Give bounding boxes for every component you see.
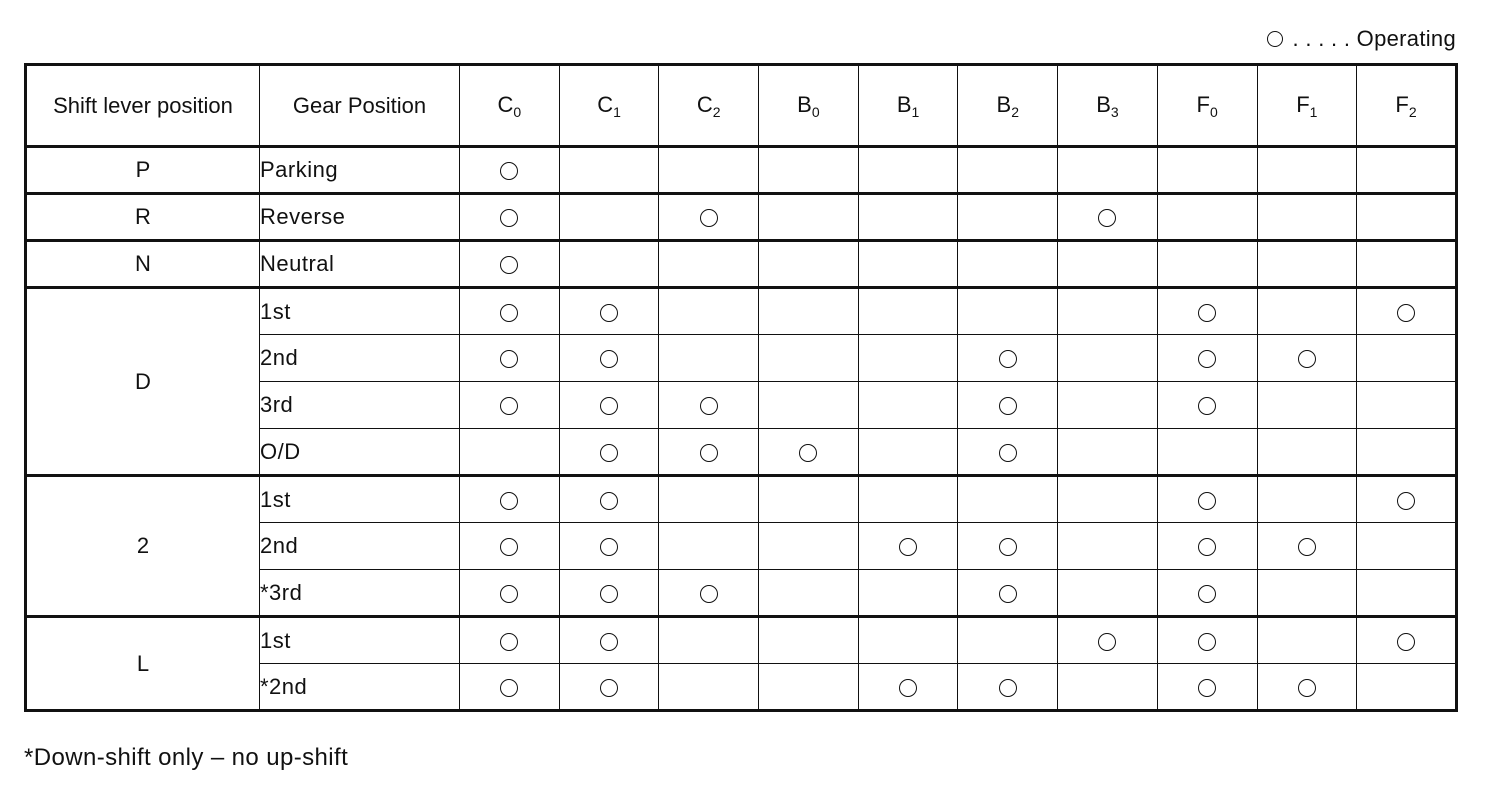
operation-cell — [1157, 147, 1257, 194]
operating-circle-icon — [999, 585, 1017, 603]
operation-cell — [659, 241, 759, 288]
operation-cell — [858, 382, 958, 429]
operating-circle-icon — [500, 397, 518, 415]
operation-cell — [958, 570, 1058, 617]
operation-cell — [1357, 194, 1457, 241]
gear-position-cell: Neutral — [260, 241, 460, 288]
operation-cell — [1357, 429, 1457, 476]
operation-cell — [958, 382, 1058, 429]
operating-circle-icon — [500, 633, 518, 651]
gear-position-cell: *2nd — [260, 664, 460, 711]
operation-cell — [858, 147, 958, 194]
operating-circle-icon — [1397, 633, 1415, 651]
operation-cell — [1357, 570, 1457, 617]
operation-cell — [1357, 523, 1457, 570]
clutch-brake-operation-table — [24, 63, 1458, 712]
operating-circle-icon — [700, 585, 718, 603]
operation-cell — [858, 664, 958, 711]
operation-cell — [1058, 570, 1158, 617]
operating-circle-icon — [700, 397, 718, 415]
operation-cell — [559, 617, 659, 664]
table-row — [26, 617, 1457, 664]
operation-cell — [759, 147, 859, 194]
operation-cell — [1058, 335, 1158, 382]
operation-cell — [1157, 664, 1257, 711]
header-element-subscript: 2 — [1011, 103, 1020, 120]
header-element-subscript: 2 — [1408, 103, 1417, 120]
operating-circle-icon — [1298, 538, 1316, 556]
operation-cell — [460, 429, 560, 476]
operation-cell — [559, 382, 659, 429]
operating-circle-icon — [500, 256, 518, 274]
operation-cell — [559, 523, 659, 570]
header-element-b3 — [1058, 65, 1158, 147]
operation-cell — [559, 194, 659, 241]
operation-cell — [958, 335, 1058, 382]
operating-circle-icon — [1397, 304, 1415, 322]
operating-circle-icon — [1198, 397, 1216, 415]
operation-cell — [958, 147, 1058, 194]
table-row — [26, 147, 1457, 194]
header-element-base: B — [1096, 91, 1111, 117]
operation-cell — [1257, 335, 1357, 382]
operation-cell — [1058, 429, 1158, 476]
header-element-subscript: 1 — [1309, 103, 1318, 120]
operation-cell — [659, 288, 759, 335]
operating-circle-icon — [1298, 679, 1316, 697]
operation-cell — [1157, 382, 1257, 429]
operation-cell — [1357, 335, 1457, 382]
operation-cell — [460, 476, 560, 523]
table-row — [26, 288, 1457, 335]
operation-cell — [1058, 147, 1158, 194]
operating-circle-icon — [600, 304, 618, 322]
legend-text: . . . . . Operating — [1292, 26, 1456, 51]
operating-circle-icon — [1198, 304, 1216, 322]
operation-cell — [958, 523, 1058, 570]
header-element-subscript: 1 — [911, 103, 920, 120]
operation-cell — [460, 570, 560, 617]
operation-cell — [1157, 617, 1257, 664]
table-row — [26, 476, 1457, 523]
operating-circle-icon — [500, 304, 518, 322]
operation-cell — [1257, 288, 1357, 335]
operating-circle-icon — [1098, 209, 1116, 227]
gear-position-cell: Reverse — [260, 194, 460, 241]
operation-cell — [1058, 523, 1158, 570]
operation-cell — [1058, 476, 1158, 523]
operation-cell — [659, 147, 759, 194]
legend — [1267, 26, 1456, 52]
shift-lever-cell: P — [26, 147, 260, 194]
operation-cell — [460, 147, 560, 194]
operation-cell — [559, 429, 659, 476]
operation-cell — [559, 288, 659, 335]
operation-cell — [460, 382, 560, 429]
operation-cell — [659, 523, 759, 570]
operation-cell — [858, 570, 958, 617]
header-element-c0 — [460, 65, 560, 147]
operation-cell — [858, 476, 958, 523]
operating-circle-icon — [1198, 679, 1216, 697]
header-row — [26, 65, 1457, 147]
operating-circle-icon — [600, 397, 618, 415]
header-element-base: B — [996, 91, 1012, 117]
operation-cell — [759, 194, 859, 241]
header-element-base: B — [797, 91, 812, 117]
operating-circle-icon — [600, 444, 618, 462]
operating-circle-icon — [600, 679, 618, 697]
operation-cell — [1058, 382, 1158, 429]
operation-cell — [858, 429, 958, 476]
operation-cell — [1357, 382, 1457, 429]
header-element-subscript: 3 — [1110, 103, 1119, 120]
operation-cell — [1058, 241, 1158, 288]
shift-lever-cell: L — [26, 617, 260, 711]
operating-circle-icon — [1198, 538, 1216, 556]
operation-cell — [958, 617, 1058, 664]
operation-cell — [1157, 570, 1257, 617]
table-row — [26, 241, 1457, 288]
operating-circle-icon — [500, 492, 518, 510]
operation-cell — [460, 664, 560, 711]
gear-position-cell: 3rd — [260, 382, 460, 429]
header-element-f2 — [1357, 65, 1457, 147]
operation-cell — [958, 194, 1058, 241]
operating-circle-icon — [600, 633, 618, 651]
operation-cell — [958, 241, 1058, 288]
operating-circle-icon — [899, 679, 917, 697]
operation-cell — [759, 570, 859, 617]
operating-circle-icon — [999, 397, 1017, 415]
shift-lever-cell: 2 — [26, 476, 260, 617]
operating-circle-icon — [700, 209, 718, 227]
operation-cell — [1257, 241, 1357, 288]
operation-cell — [759, 476, 859, 523]
gear-position-cell: 2nd — [260, 523, 460, 570]
operation-cell — [759, 288, 859, 335]
operating-circle-icon — [1198, 633, 1216, 651]
operation-cell — [460, 241, 560, 288]
operation-cell — [559, 241, 659, 288]
operation-cell — [1357, 241, 1457, 288]
header-element-b0 — [759, 65, 859, 147]
operation-cell — [1157, 241, 1257, 288]
operation-cell — [1257, 194, 1357, 241]
operating-circle-icon — [999, 679, 1017, 697]
header-element-base: F — [1395, 91, 1409, 117]
operation-cell — [759, 382, 859, 429]
operating-circle-icon — [1267, 31, 1283, 47]
header-element-base: B — [896, 91, 912, 117]
operation-cell — [659, 429, 759, 476]
operation-cell — [1257, 147, 1357, 194]
header-element-base: F — [1196, 91, 1210, 117]
operation-cell — [1257, 617, 1357, 664]
header-element-base: C — [597, 91, 614, 117]
operating-circle-icon — [600, 350, 618, 368]
operation-cell — [1157, 194, 1257, 241]
operation-cell — [659, 335, 759, 382]
operating-circle-icon — [1098, 633, 1116, 651]
header-element-subscript: 1 — [613, 103, 621, 120]
operation-cell — [1357, 476, 1457, 523]
header-element-base: F — [1296, 91, 1310, 117]
operating-circle-icon — [999, 350, 1017, 368]
operation-cell — [1257, 382, 1357, 429]
operating-circle-icon — [600, 492, 618, 510]
operation-cell — [958, 476, 1058, 523]
operating-circle-icon — [500, 679, 518, 697]
operating-circle-icon — [1198, 585, 1216, 603]
operation-cell — [1257, 476, 1357, 523]
operating-circle-icon — [500, 538, 518, 556]
operation-cell — [858, 617, 958, 664]
operating-circle-icon — [799, 444, 817, 462]
operation-cell — [759, 335, 859, 382]
operation-cell — [559, 664, 659, 711]
operation-cell — [1157, 335, 1257, 382]
header-element-subscript: 0 — [811, 103, 820, 120]
operating-circle-icon — [700, 444, 718, 462]
shift-lever-cell: R — [26, 194, 260, 241]
header-element-subscript: 2 — [712, 103, 721, 120]
operation-cell — [858, 241, 958, 288]
table-body — [26, 147, 1457, 711]
operation-cell — [1157, 476, 1257, 523]
operation-cell — [659, 382, 759, 429]
operating-circle-icon — [1198, 492, 1216, 510]
gear-position-cell: Parking — [260, 147, 460, 194]
operation-cell — [659, 617, 759, 664]
header-element-base: C — [696, 91, 713, 117]
footnote: *Down-shift only – no up-shift — [24, 744, 349, 771]
operation-cell — [858, 194, 958, 241]
operation-cell — [958, 288, 1058, 335]
operation-cell — [759, 523, 859, 570]
operation-cell — [1357, 617, 1457, 664]
operation-cell — [659, 570, 759, 617]
operating-circle-icon — [500, 585, 518, 603]
operating-circle-icon — [500, 162, 518, 180]
operation-cell — [1257, 664, 1357, 711]
operation-cell — [460, 335, 560, 382]
operating-circle-icon — [500, 350, 518, 368]
operation-cell — [1058, 617, 1158, 664]
header-element-b2 — [958, 65, 1058, 147]
operation-cell — [1357, 664, 1457, 711]
operating-circle-icon — [1397, 492, 1415, 510]
operating-circle-icon — [500, 209, 518, 227]
operation-cell — [1058, 664, 1158, 711]
operation-cell — [858, 335, 958, 382]
gear-position-cell: 1st — [260, 476, 460, 523]
operation-cell — [1357, 147, 1457, 194]
header-element-subscript: 0 — [1209, 103, 1218, 120]
operation-cell — [1058, 288, 1158, 335]
gear-position-cell: O/D — [260, 429, 460, 476]
operation-cell — [559, 147, 659, 194]
operating-circle-icon — [600, 585, 618, 603]
gear-position-cell: *3rd — [260, 570, 460, 617]
operating-circle-icon — [600, 538, 618, 556]
operation-cell — [559, 476, 659, 523]
header-element-f1 — [1257, 65, 1357, 147]
operation-cell — [1058, 194, 1158, 241]
operation-cell — [759, 241, 859, 288]
gear-position-cell: 1st — [260, 617, 460, 664]
header-element-b1 — [858, 65, 958, 147]
header-shift-lever-position: Shift lever position — [26, 65, 260, 147]
header-element-base: C — [497, 91, 514, 117]
operation-cell — [659, 476, 759, 523]
operation-cell — [559, 335, 659, 382]
operation-cell — [759, 429, 859, 476]
operation-cell — [1257, 429, 1357, 476]
gear-position-cell: 1st — [260, 288, 460, 335]
operation-cell — [460, 617, 560, 664]
operating-circle-icon — [899, 538, 917, 556]
header-element-c1 — [559, 65, 659, 147]
operation-cell — [659, 664, 759, 711]
gear-position-cell: 2nd — [260, 335, 460, 382]
operation-cell — [958, 664, 1058, 711]
operation-cell — [559, 570, 659, 617]
operating-circle-icon — [1298, 350, 1316, 368]
operation-cell — [1157, 288, 1257, 335]
operation-cell — [759, 617, 859, 664]
header-element-subscript: 0 — [513, 103, 522, 120]
operation-cell — [460, 523, 560, 570]
operation-cell — [1157, 429, 1257, 476]
operation-cell — [460, 194, 560, 241]
operation-cell — [958, 429, 1058, 476]
header-element-c2 — [659, 65, 759, 147]
shift-lever-cell: D — [26, 288, 260, 476]
operating-circle-icon — [999, 444, 1017, 462]
operation-cell — [858, 523, 958, 570]
header-element-f0 — [1157, 65, 1257, 147]
operation-cell — [1257, 523, 1357, 570]
operation-cell — [759, 664, 859, 711]
operation-cell — [1357, 288, 1457, 335]
operation-cell — [460, 288, 560, 335]
operation-cell — [858, 288, 958, 335]
operating-circle-icon — [1198, 350, 1216, 368]
shift-lever-cell: N — [26, 241, 260, 288]
table-row — [26, 194, 1457, 241]
operation-cell — [1157, 523, 1257, 570]
header-gear-position: Gear Position — [260, 65, 460, 147]
operation-cell — [1257, 570, 1357, 617]
operating-circle-icon — [999, 538, 1017, 556]
operation-cell — [659, 194, 759, 241]
